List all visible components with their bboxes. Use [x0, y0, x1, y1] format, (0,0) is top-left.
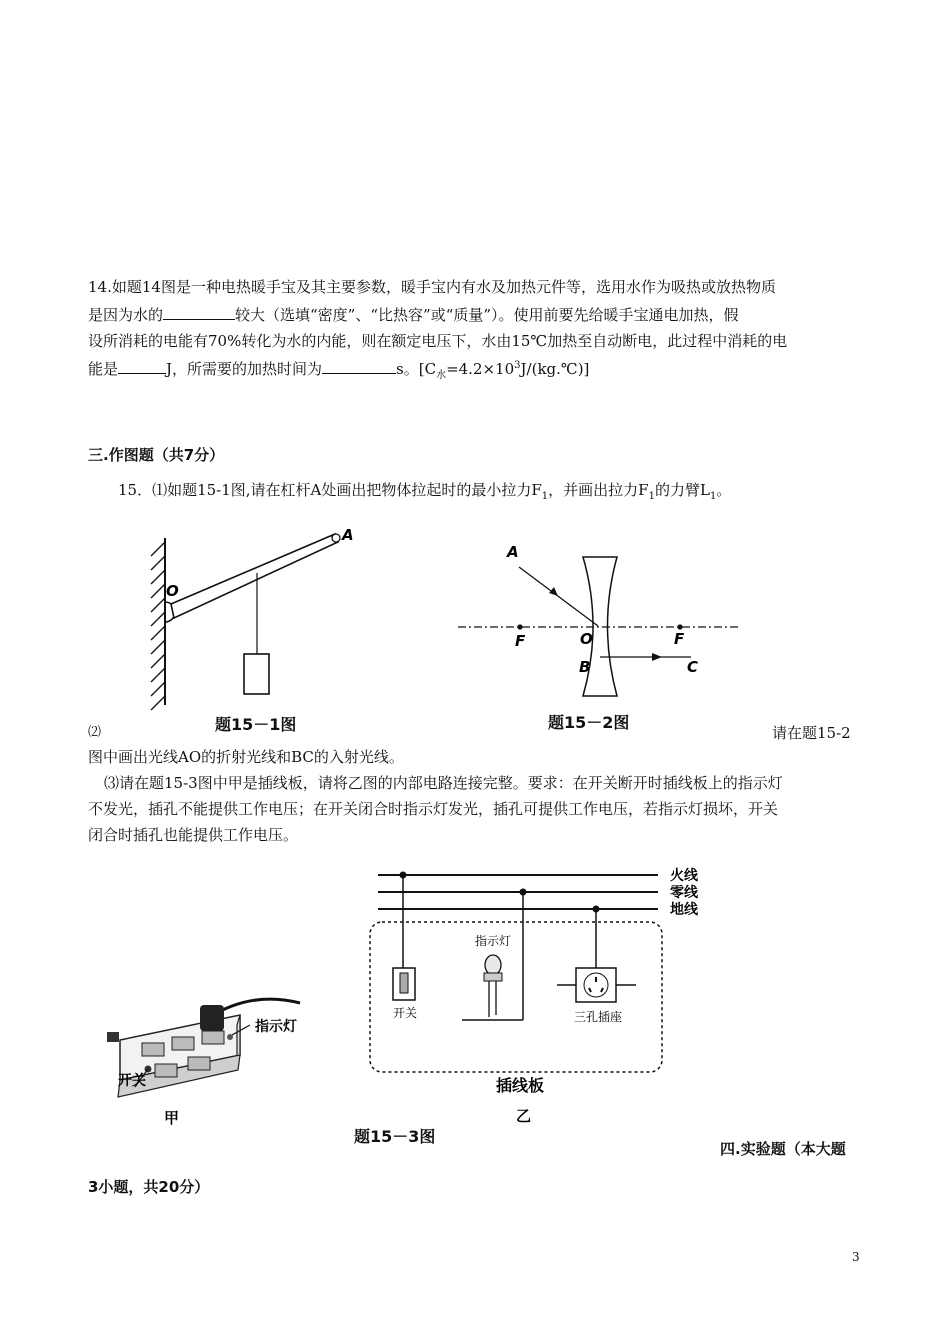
- q15-part2-text: 图中画出光线AO的折射光线和BC的入射光线。: [88, 748, 404, 766]
- q14-text: 是因为水的: [88, 306, 164, 324]
- section3-title: 三.作图题（共7分）: [88, 446, 225, 464]
- q15-part3-line3: 闭合时插孔也能提供工作电压。: [88, 826, 299, 844]
- switch-label: 开关: [393, 1006, 418, 1020]
- neutral-label: 零线: [670, 885, 698, 901]
- q14-line2: [88, 305, 739, 324]
- q14-text: 较大（选填“密度”、“比热容”或“质量”）。使用前要先给暖手宝通电加热，假: [235, 306, 739, 324]
- q14-line4: [88, 357, 589, 385]
- q14-line1: 14.如题14图是一种电热暖手宝及其主要参数，暖手宝内有水及加热元件等，选用水作为吸热或放热物质: [88, 278, 776, 296]
- ray-ao-arrow: [549, 587, 558, 596]
- socket-4: [155, 1064, 177, 1077]
- answer-blank-2[interactable]: [118, 359, 166, 374]
- label-b: B: [579, 658, 591, 676]
- answer-blank-1[interactable]: [163, 305, 235, 320]
- q14-text: J/(kg.℃)]: [520, 360, 590, 378]
- strip-indicator: [227, 1034, 233, 1040]
- socket-5: [188, 1057, 210, 1070]
- label-f-right: F: [674, 630, 685, 648]
- q15-part3-line2: 不发光，插孔不能提供工作电压；在开关闭合时指示灯发光，插孔可提供工作电压，若指示灯损坏，开关: [88, 800, 779, 818]
- socket-2: [172, 1037, 194, 1050]
- subscript: 1: [648, 491, 655, 502]
- figure-15-2-caption: 题15－2图: [548, 713, 630, 732]
- focus-right: [677, 624, 682, 629]
- indicator-label: 指示灯: [475, 934, 512, 948]
- socket-3: [202, 1031, 224, 1044]
- figure-15-2: [455, 540, 755, 700]
- lever-end-a: [332, 534, 340, 542]
- q15-part2-right: 请在题15-2: [772, 724, 851, 742]
- q15-text: 的力臂L: [654, 481, 710, 499]
- live-label: 火线: [670, 868, 698, 884]
- socket-label: 三孔插座: [574, 1010, 623, 1024]
- figure-15-3-jia: [100, 985, 360, 1135]
- jia-indicator-label: 指示灯: [255, 1019, 297, 1035]
- hanging-weight: [244, 654, 269, 694]
- q15-part1: [118, 481, 731, 506]
- label-o: O: [580, 630, 593, 648]
- focus-left: [517, 624, 522, 629]
- ground-label: 地线: [670, 902, 698, 918]
- label-c: C: [687, 658, 699, 676]
- q15-text: 15．⑴如题15-1图,请在杠杆A处画出把物体拉起时的最小拉力F: [118, 481, 542, 499]
- answer-blank-3[interactable]: [322, 359, 396, 374]
- q15-part2-label: ⑵: [88, 725, 102, 740]
- subscript: 1: [541, 491, 549, 502]
- section4-title-part1: 四.实验题（本大题: [720, 1140, 846, 1158]
- section4-title-part2: 3小题，共20分）: [88, 1178, 210, 1196]
- q14-text: s。[C: [396, 360, 437, 378]
- subscript: 1: [709, 491, 717, 502]
- indicator-lamp: [485, 955, 501, 975]
- label-f-left: F: [515, 632, 526, 650]
- socket-1: [142, 1043, 164, 1056]
- jia-switch-label: 开关: [118, 1073, 146, 1089]
- page-number: 3: [852, 1250, 860, 1264]
- yi-label: 乙: [516, 1107, 532, 1125]
- figure-15-1: [135, 520, 375, 720]
- q15-part3-line1: ⑶请在题15-3图中甲是插线板，请将乙图的内部电路连接完整。要求：在开关断开时插线板上的指示灯: [104, 774, 783, 792]
- q14-text: 能是: [88, 360, 119, 378]
- ray-ao: [519, 567, 598, 626]
- lever-bar: [171, 534, 338, 618]
- wall-hatch: [151, 542, 165, 710]
- q14-text: =4.2×10: [446, 360, 515, 378]
- q15-text: ，并画出拉力F: [548, 481, 649, 499]
- superscript: 3: [514, 360, 521, 371]
- ray-bc-arrow: [652, 653, 662, 661]
- q14-line3: 设所消耗的电能有70%转化为水的内能，则在额定电压下，水由15℃加热至自动断电，此过程中消耗的电: [88, 332, 788, 350]
- plug: [200, 1005, 224, 1031]
- indicator-base: [484, 973, 502, 981]
- q14-text: J，所需要的加热时间为: [166, 360, 323, 378]
- subscript: 水: [436, 370, 447, 381]
- label-a: A: [507, 543, 519, 561]
- jia-label: 甲: [164, 1109, 180, 1127]
- figure-15-3-caption: 题15－3图: [354, 1127, 436, 1146]
- switch-toggle: [400, 973, 408, 993]
- q15-text: 。: [716, 481, 732, 499]
- strip-end-cap: [107, 1032, 119, 1042]
- power-strip-label: 插线板: [496, 1076, 545, 1095]
- label-o: O: [166, 582, 179, 600]
- figure-15-3-yi: [360, 855, 720, 1135]
- figure-15-1-caption: 题15－1图: [215, 715, 297, 734]
- label-a: A: [342, 526, 354, 544]
